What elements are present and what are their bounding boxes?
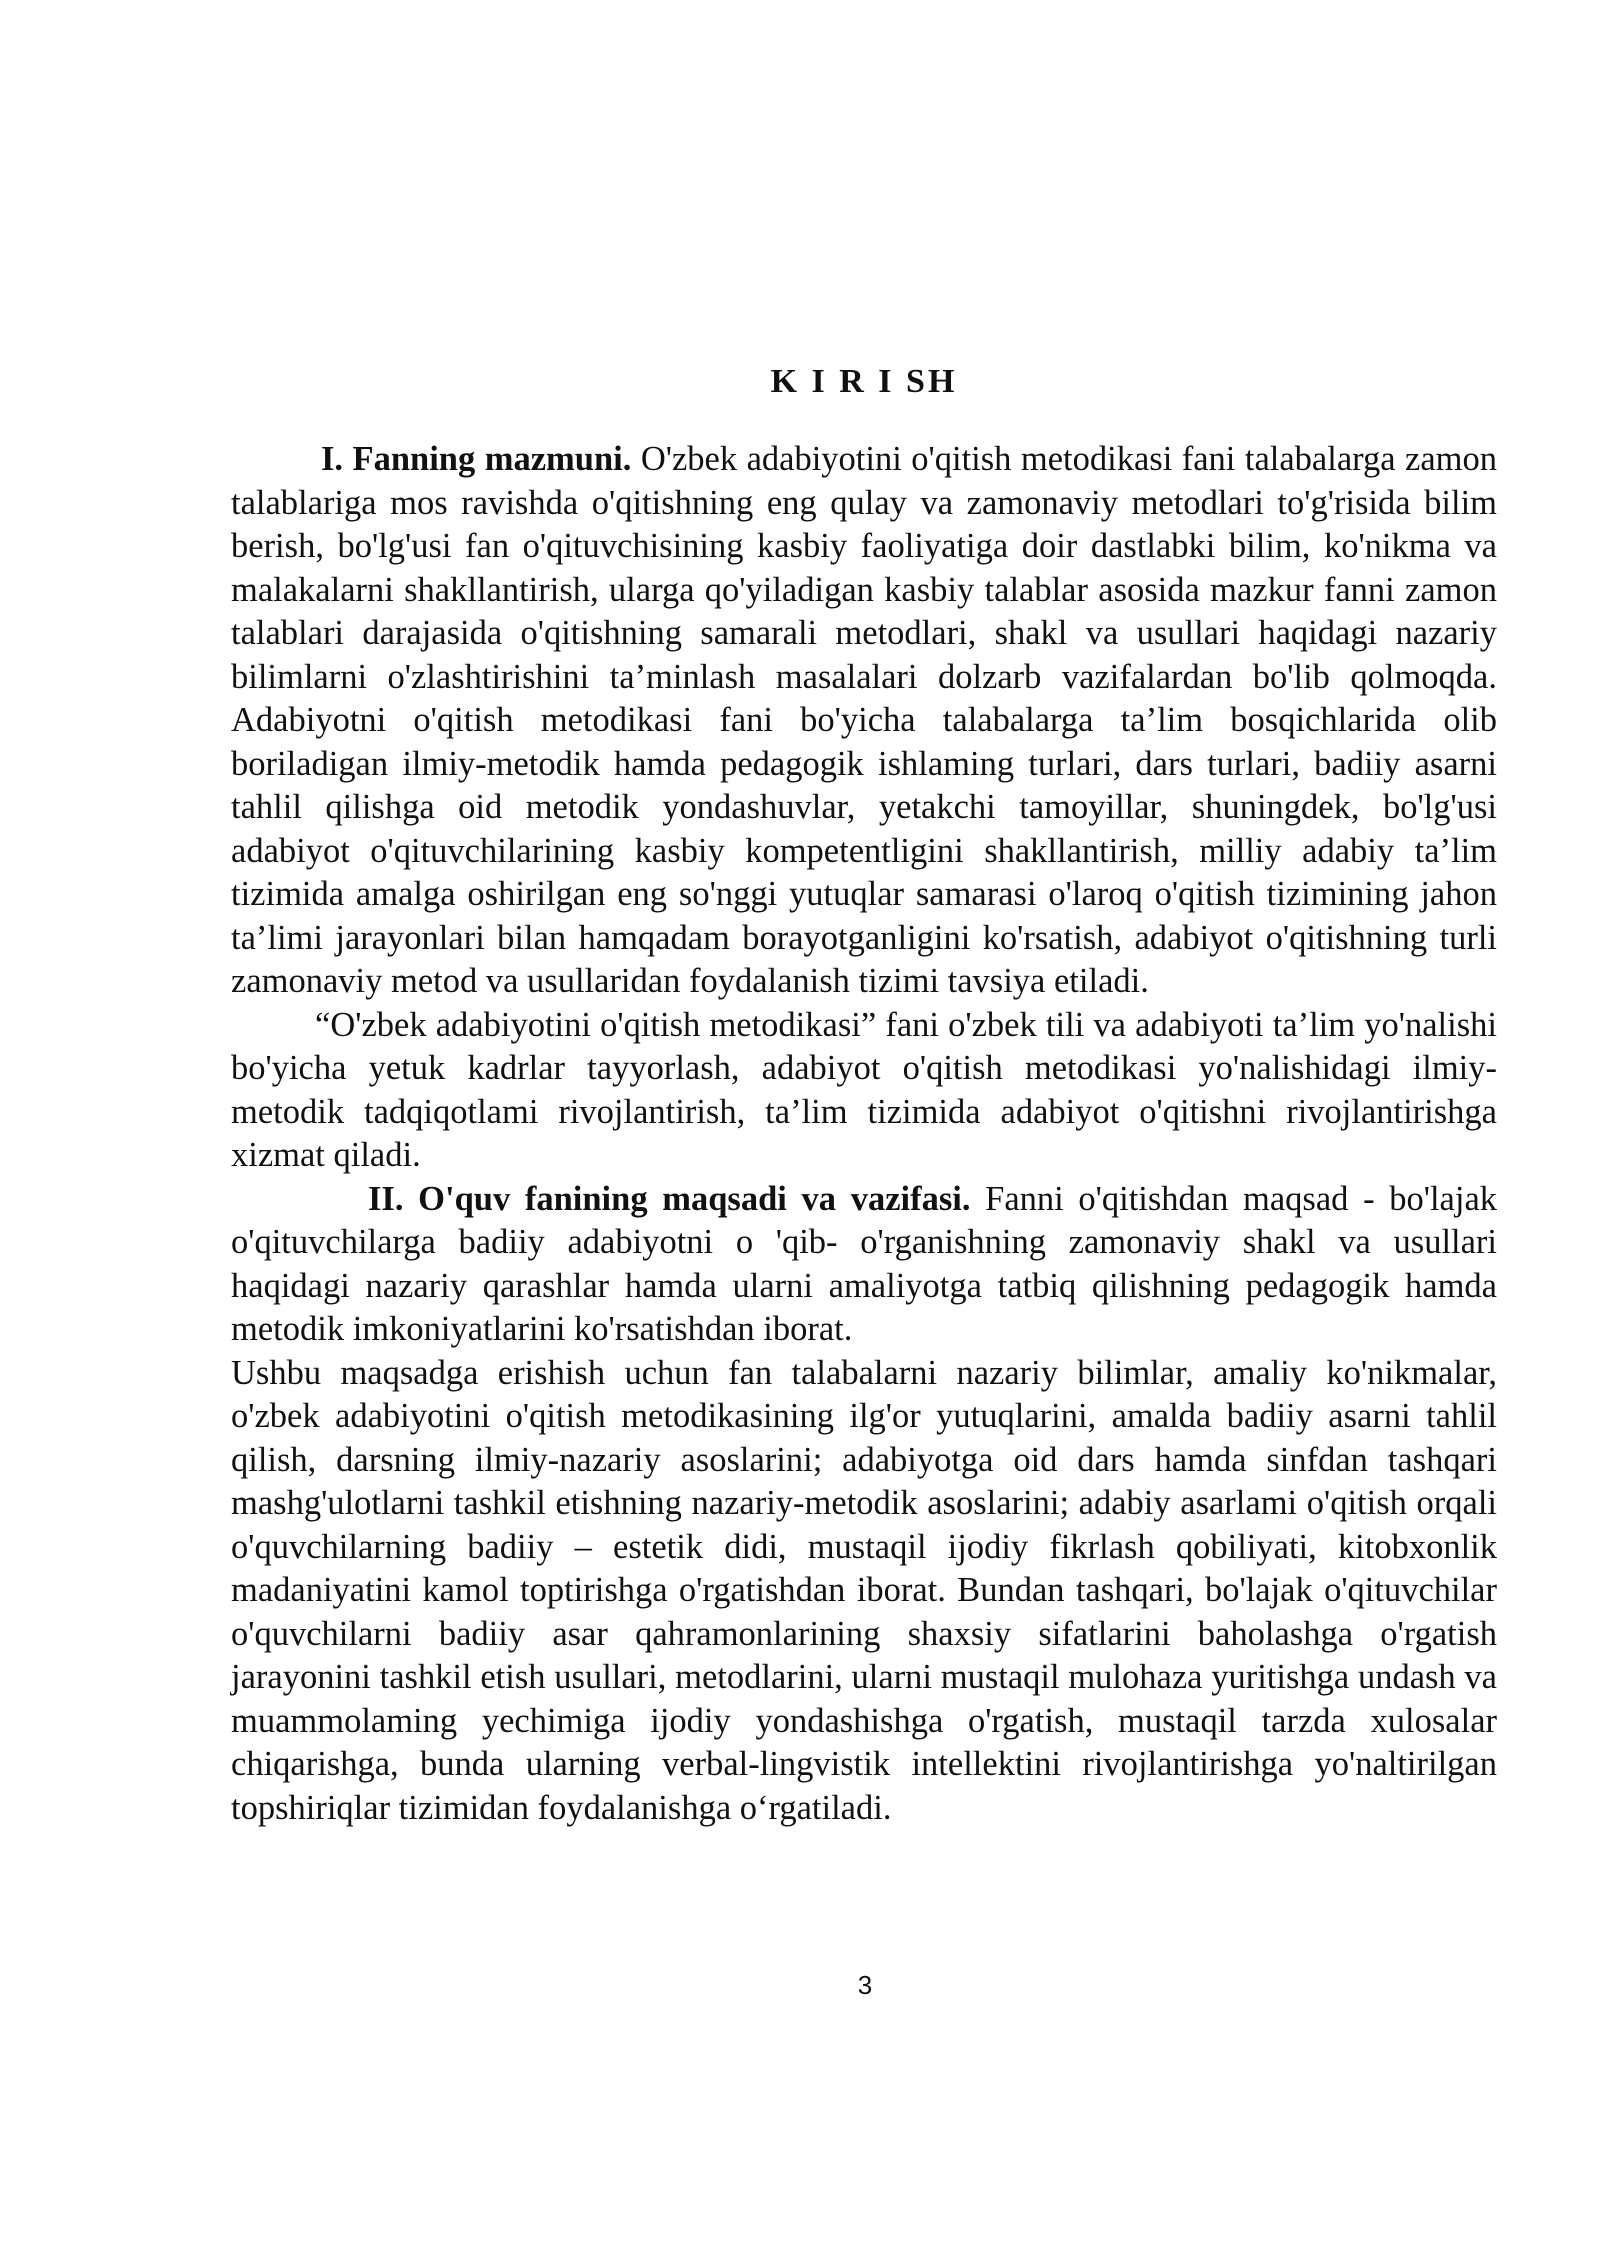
paragraph-maqsad-vazifa (231, 1178, 1497, 1352)
paragraph-fan-maqsadi-intro (231, 1004, 1497, 1178)
paragraph-text-1: O'zbek adabiyotini o'qitish metodikasi fani talabalarga zamon talablariga mos ravishda o'qitishning eng qulay va zamonaviy metodlari to'g'risida bilim berish, bo'lg'usi fan o'qituvchisining kasbiy faoliyatiga doir dastlabki bilim, ko'nikma va malakalarni shakllantirish, ularga qo'yiladigan kasbiy talablar asosida mazkur fanni zamon talablari darajasida o'qitishning samarali metodlari, shakl va usullari haqidagi nazariy bilimlarni o'zlashtirishini ta’minlash masalalari dolzarb vazifalardan bo'lib qolmoqda. Adabiyotni o'qitish metodikasi fani bo'yicha talabalarga ta’lim bosqichlarida olib boriladigan ilmiy-metodik hamda pedagogik ishlaming turlari, dars turlari, badiiy asarni tahlil qilishga oid metodik yondashuvlar, yetakchi tamoyillar, shuningdek, bo'lg'usi adabiyot o'qituvchilarining kasbiy kompetentligini shakllantirish, milliy adabiy ta’lim tizimida amalga oshirilgan eng so'nggi yutuqlar samarasi o'laroq o'qitish tizimining jahon ta’limi jarayonlari bilan hamqadam borayotganligini ko'rsatish, adabiyot o'qitishning turli zamonaviy metod va usullaridan foydalanish tizimi tavsiya etiladi. (231, 440, 1497, 1000)
page-title: K I R I SH (770, 363, 958, 400)
section-heading-2: II. O'quv fanining maqsadi va vazifasi. (368, 1179, 971, 1218)
paragraph-text-2: “O'zbek adabiyotini o'qitish metodikasi” fani o'zbek tili va adabiyoti ta’lim yo'nalishi bo'yicha yetuk kadrlar tayyorlash, adabiyot o'qitish metodikasi yo'nalishidagi ilmiy-metodik tadqiqotlami rivojlantirish, ta’lim tizimida adabiyot o'qitishni rivojlantirishga xizmat qiladi. (231, 1005, 1497, 1174)
paragraph-fan-mazmuni (231, 438, 1497, 1004)
body-text (231, 438, 1497, 1830)
page-number: 3 (857, 1970, 873, 2000)
section-heading-1: I. Fanning mazmuni. (321, 440, 632, 478)
paragraph-ushbu-maqsad (231, 1352, 1497, 1831)
paragraph-text-3: Fanni o'qitishdan maqsad - bo'lajak o'qituvchilarga badiiy adabiyotni o 'qib- o'rganishning zamonaviy shakl va usullari haqidagi nazariy qarashlar hamda ularni amaliyotga tatbiq qilishning pedagogik hamda metodik imkoniyatlarini ko'rsatishdan iborat. (231, 1179, 1498, 1348)
paragraph-text-4: Ushbu maqsadga erishish uchun fan talabalarni nazariy bilimlar, amaliy ko'nikmalar, o'zbek adabiyotini o'qitish metodikasining ilg'or yutuqlarini, amalda badiiy asarni tahlil qilish, darsning ilmiy-nazariy asoslarini; adabiyotga oid dars hamda sinfdan tashqari mashg'ulotlarni tashkil etishning nazariy-metodik asoslarini; adabiy asarlami o'qitish orqali o'quvchilarning badiiy – estetik didi, mustaqil ijodiy fikrlash qobiliyati, kitobxonlik madaniyatini kamol toptirishga o'rgatishdan iborat. Bundan tashqari, bo'lajak o'qituvchilar o'quvchilarni badiiy asar qahramonlarining shaxsiy sifatlarini baholashga o'rgatish jarayonini tashkil etish usullari, metodlarini, ularni mustaqil mulohaza yuritishga undash va muammolaming yechimiga ijodiy yondashishga o'rgatish, mustaqil tarzda xulosalar chiqarishga, bunda ularning verbal-lingvistik intellektini rivojlantirishga yo'naltirilgan topshiriqlar tizimidan foydalanishga o‘rgatiladi. (231, 1353, 1497, 1827)
